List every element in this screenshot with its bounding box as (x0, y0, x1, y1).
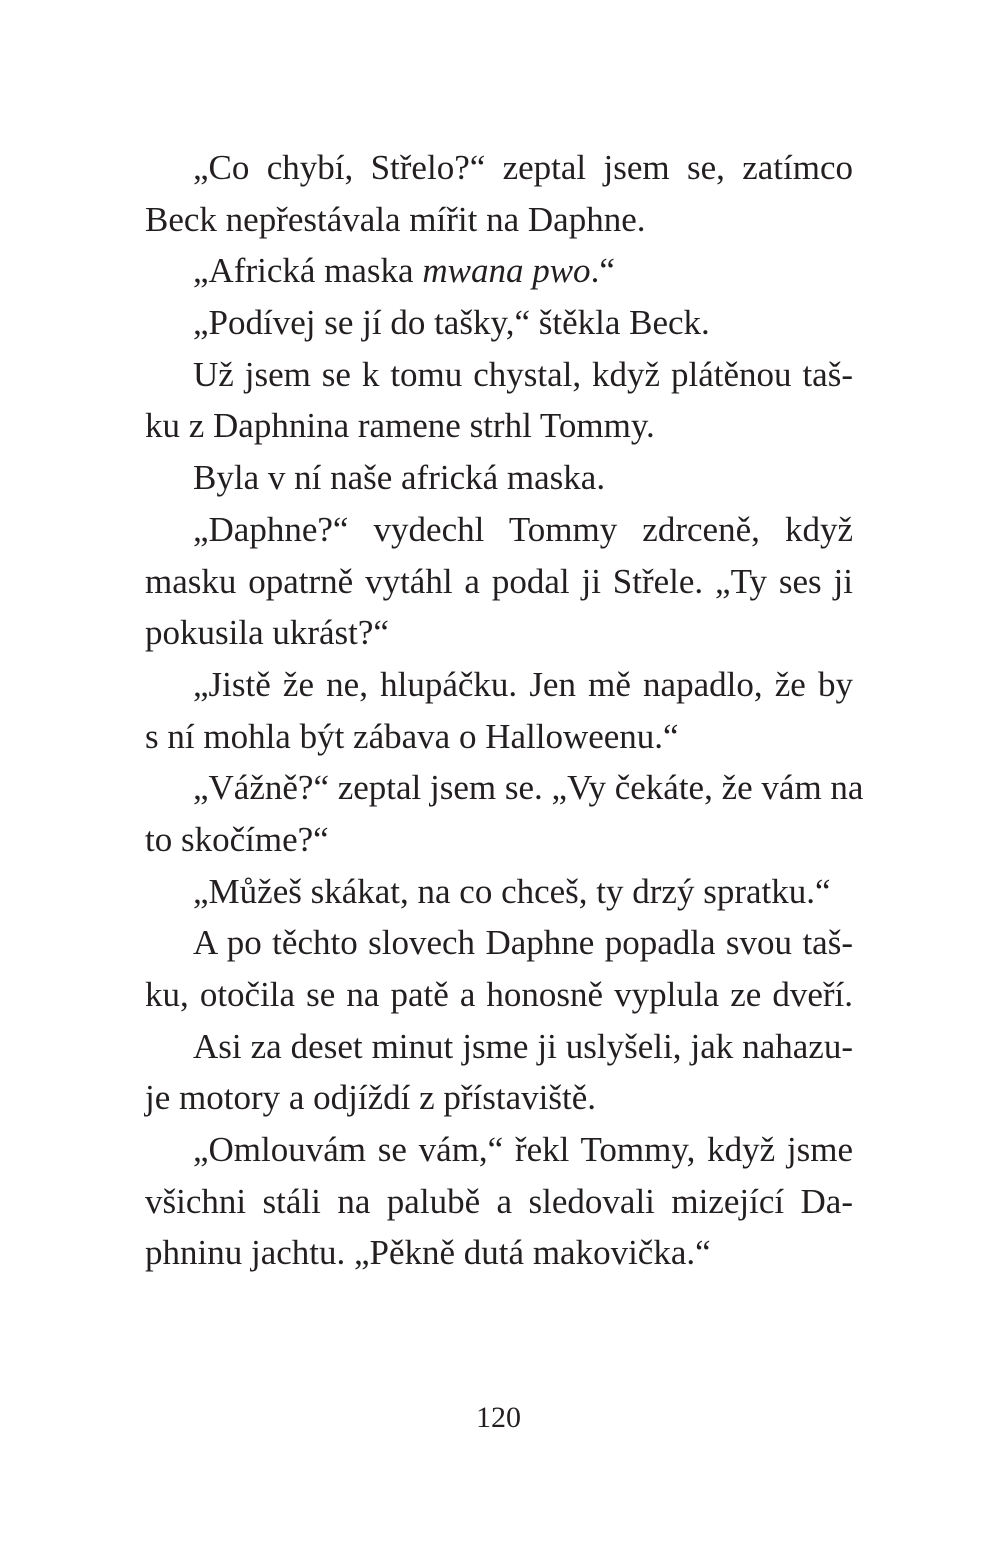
italic-text-run: mwana pwo (422, 251, 591, 291)
text-line: „Podívej se jí do tašky,“ štěkla Beck. (193, 303, 710, 343)
text-line: phninu jachtu. „Pěkně dutá makovička.“ (145, 1233, 711, 1273)
text-line (145, 245, 853, 297)
text-line: „Vážně?“ zeptal jsem se. „Vy čekáte, že vám na (193, 768, 864, 808)
text-run: „Africká maska (193, 251, 423, 291)
text-line: Už jsem se k tomu chystal, když plátěnou taš- (193, 354, 853, 394)
text-line: „Jistě že ne, hlupáčku. Jen mě napadlo, že by (193, 664, 853, 704)
body-text (145, 142, 864, 1279)
text-line: to skočíme?“ (145, 819, 329, 859)
text-line: ku z Daphnina ramene strhl Tommy. (145, 406, 655, 446)
text-line: „Omlouvám se vám,“ řekl Tommy, když jsme (193, 1130, 853, 1170)
text-line: Beck nepřestávala mířit na Daphne. (145, 199, 646, 239)
text-line: Asi za deset minut jsme ji uslyšeli, jak nahazu- (193, 1026, 853, 1066)
text-line: „Můžeš skákat, na co chceš, ty drzý spratku.“ (193, 871, 831, 911)
text-line: „Co chybí, Střelo?“ zeptal jsem se, zatímco (193, 148, 853, 187)
text-line: A po těchto slovech Daphne popadla svou taš- (193, 923, 853, 963)
text-line: je motory a odjíždí z přístaviště. (145, 1078, 597, 1118)
text-line: masku opatrně vytáhl a podal ji Střele. „Ty ses ji (145, 561, 853, 601)
text-line: s ní mohla být zábava o Halloweenu.“ (145, 716, 679, 756)
text-run: .“ (590, 251, 615, 291)
text-line: všichni stáli na palubě a sledovali mizející Da- (145, 1181, 853, 1221)
page-number: 120 (476, 1401, 521, 1434)
text-line: ku, otočila se na patě a honosně vyplula ze dveří. (145, 975, 853, 1014)
text-line: pokusila ukrást?“ (145, 613, 389, 653)
text-line: „Daphne?“ vydechl Tommy zdrceně, když (193, 509, 853, 549)
text-line: Byla v ní naše africká maska. (193, 458, 606, 498)
